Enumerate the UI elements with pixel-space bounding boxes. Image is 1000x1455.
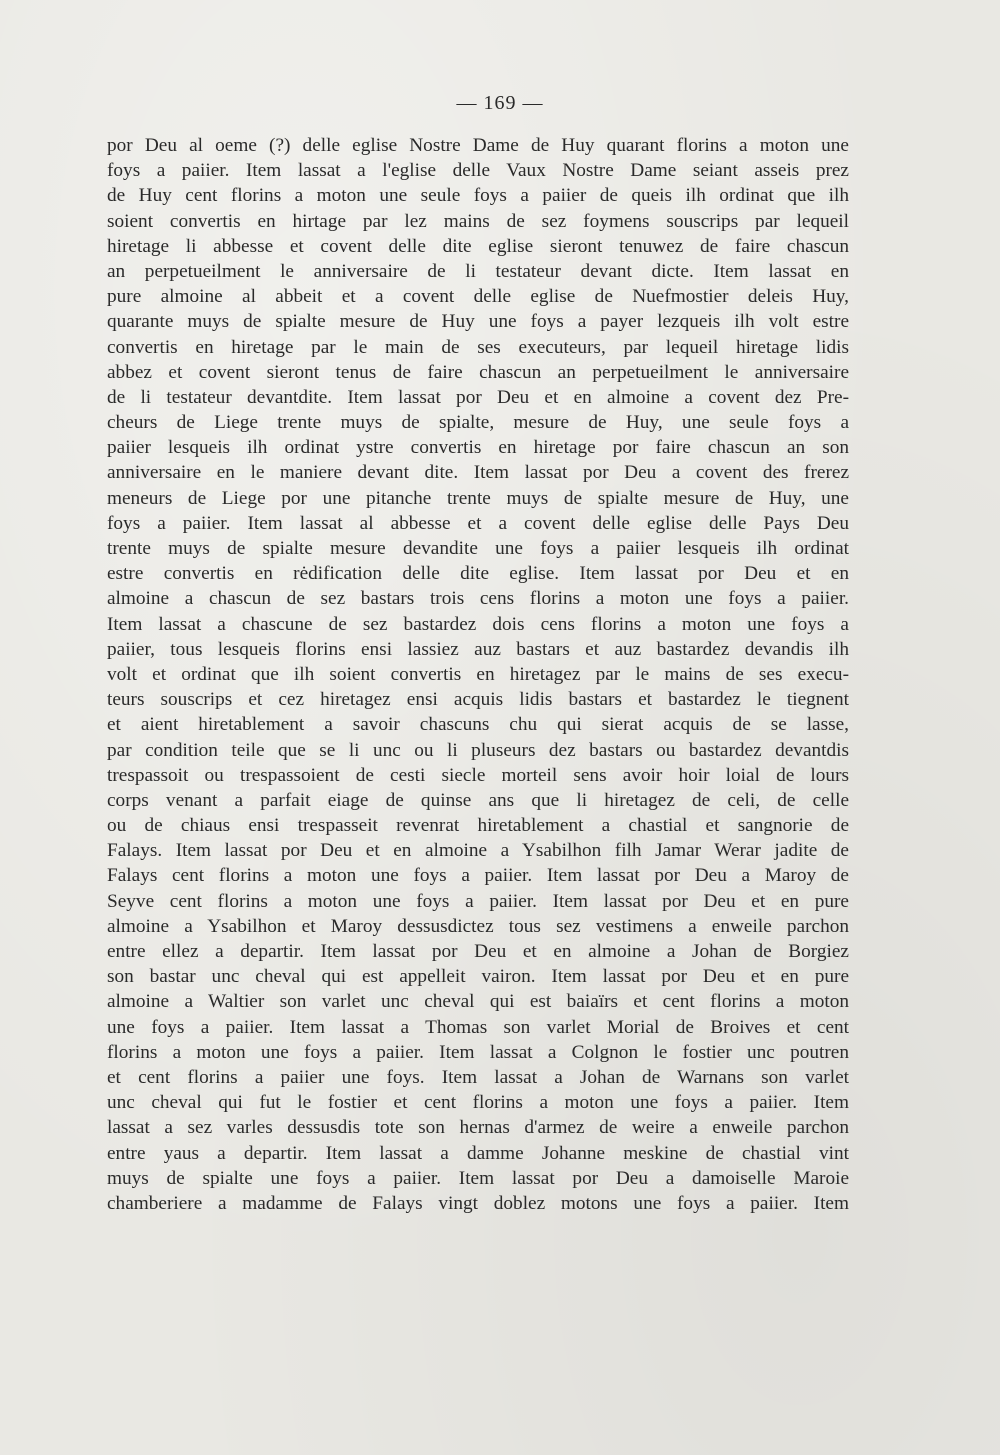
text-line: entre yaus a departir. Item lassat a damme Johanne meskine de chastial vint (107, 1142, 849, 1164)
page-number: — 169 — (456, 92, 544, 114)
text-line: trespassoit ou trespassoient de cesti siecle morteil sens avoir hoir loial de lours (107, 764, 849, 786)
text-line: de Huy cent florins a moton une seule foys a paiier de queis ilh ordinat que ilh (107, 185, 849, 207)
text-line: par condition teile que se li unc ou li pluseurs dez bastars ou bastardez devantdis (107, 739, 849, 761)
text-line: de li testateur devantdite. Item lassat por Deu et en almoine a covent dez Pre- (107, 386, 849, 408)
text-line: muys de spialte une foys a paiier. Item lassat por Deu a damoiselle Maroie (107, 1167, 849, 1189)
text-line: quarante muys de spialte mesure de Huy une foys a payer lezqueis ilh volt estre (107, 311, 849, 333)
text-line: por Deu al oeme (?) delle eglise Nostre Dame de Huy quarant florins a moton une (107, 135, 849, 156)
text-line: et cent florins a paiier une foys. Item lassat a Johan de Warnans son varlet (107, 1066, 849, 1088)
text-line: almoine a chascun de sez bastars trois cens florins a moton une foys a paiier. (107, 588, 849, 610)
text-line: meneurs de Liege por une pitanche trente muys de spialte mesure de Huy, une (107, 487, 849, 509)
text-line: corps venant a parfait eiage de quinse ans que li hiretagez de celi, de celle (107, 789, 849, 811)
text-line: estre convertis en rėdification delle dite eglise. Item lassat por Deu et en (107, 563, 849, 585)
text-line: foys a paiier. Item lassat a l'eglise delle Vaux Nostre Dame seiant asseis prez (107, 160, 849, 182)
body-text (107, 133, 849, 1216)
text-line: teurs souscrips et cez hiretagez ensi acquis lidis bastars et bastardez le tiegnent (107, 689, 849, 711)
text-line: Item lassat a chascune de sez bastardez dois cens florins a moton une foys a (107, 613, 849, 635)
text-line: abbez et covent sieront tenus de faire chascun an perpetueilment le anniversaire (107, 361, 849, 383)
text-line: soient convertis en hirtage par lez mains de sez foymens souscrips par lequeil (107, 210, 849, 232)
text-line: chamberiere a madamme de Falays vingt doblez motons une foys a paiier. Item (107, 1192, 849, 1214)
text-line: florins a moton une foys a paiier. Item lassat a Colgnon le fostier unc poutren (107, 1041, 849, 1063)
text-line: entre ellez a departir. Item lassat por Deu et en almoine a Johan de Borgiez (107, 941, 849, 962)
text-line: hiretage li abbesse et covent delle dite eglise sieront tenuwez de faire chascun (107, 235, 849, 257)
text-line: paiier lesqueis ilh ordinat ystre convertis en hiretage por faire chascun an son (107, 437, 849, 459)
text-line: almoine a Waltier son varlet unc cheval qui est baiaïrs et cent florins a moton (107, 991, 849, 1013)
text-line: Falays. Item lassat por Deu et en almoine a Ysabilhon filh Jamar Werar jadite de (107, 840, 849, 862)
text-line: convertis en hiretage par le main de ses executeurs, par lequeil hiretage lidis (107, 336, 849, 358)
text-line: anniversaire en le maniere devant dite. Item lassat por Deu a covent des frerez (107, 462, 849, 484)
text-line: almoine a Ysabilhon et Maroy dessusdictez tous sez vestimens a enweile parchon (107, 915, 849, 937)
text-line: an perpetueilment le anniversaire de li testateur devant dicte. Item lassat en (107, 260, 849, 282)
text-line: trente muys de spialte mesure devandite une foys a paiier lesqueis ilh ordinat (107, 538, 849, 559)
text-line: foys a paiier. Item lassat al abbesse et a covent delle eglise delle Pays Deu (107, 512, 849, 534)
text-line: lassat a sez varles dessusdis tote son hernas d'armez de weire a enweile parchon (107, 1117, 849, 1139)
text-line: pure almoine al abbeit et a covent delle eglise de Nuefmostier deleis Huy, (107, 286, 849, 308)
text-line: une foys a paiier. Item lassat a Thomas son varlet Morial de Broives et cent (107, 1016, 849, 1038)
text-line: son bastar unc cheval qui est appelleit vairon. Item lassat por Deu et en pure (107, 966, 849, 988)
text-line: ou de chiaus ensi trespasseit revenrat hiretablement a chastial et sangnorie de (107, 815, 849, 837)
text-line: Falays cent florins a moton une foys a paiier. Item lassat por Deu a Maroy de (107, 865, 849, 887)
text-line: et aient hiretablement a savoir chascuns chu qui sierat acquis de se lasse, (107, 714, 849, 736)
text-line: paiier, tous lesqueis florins ensi lassiez auz bastars et auz bastardez devandis ilh (107, 638, 849, 660)
text-line: Seyve cent florins a moton une foys a paiier. Item lassat por Deu et en pure (107, 890, 849, 912)
text-line: cheurs de Liege trente muys de spialte, mesure de Huy, une seule foys a (107, 412, 849, 434)
text-line: unc cheval qui fut le fostier et cent florins a moton une foys a paiier. Item (107, 1092, 849, 1114)
text-line: volt et ordinat que ilh soient convertis en hiretagez par le mains de ses execu- (107, 663, 849, 685)
